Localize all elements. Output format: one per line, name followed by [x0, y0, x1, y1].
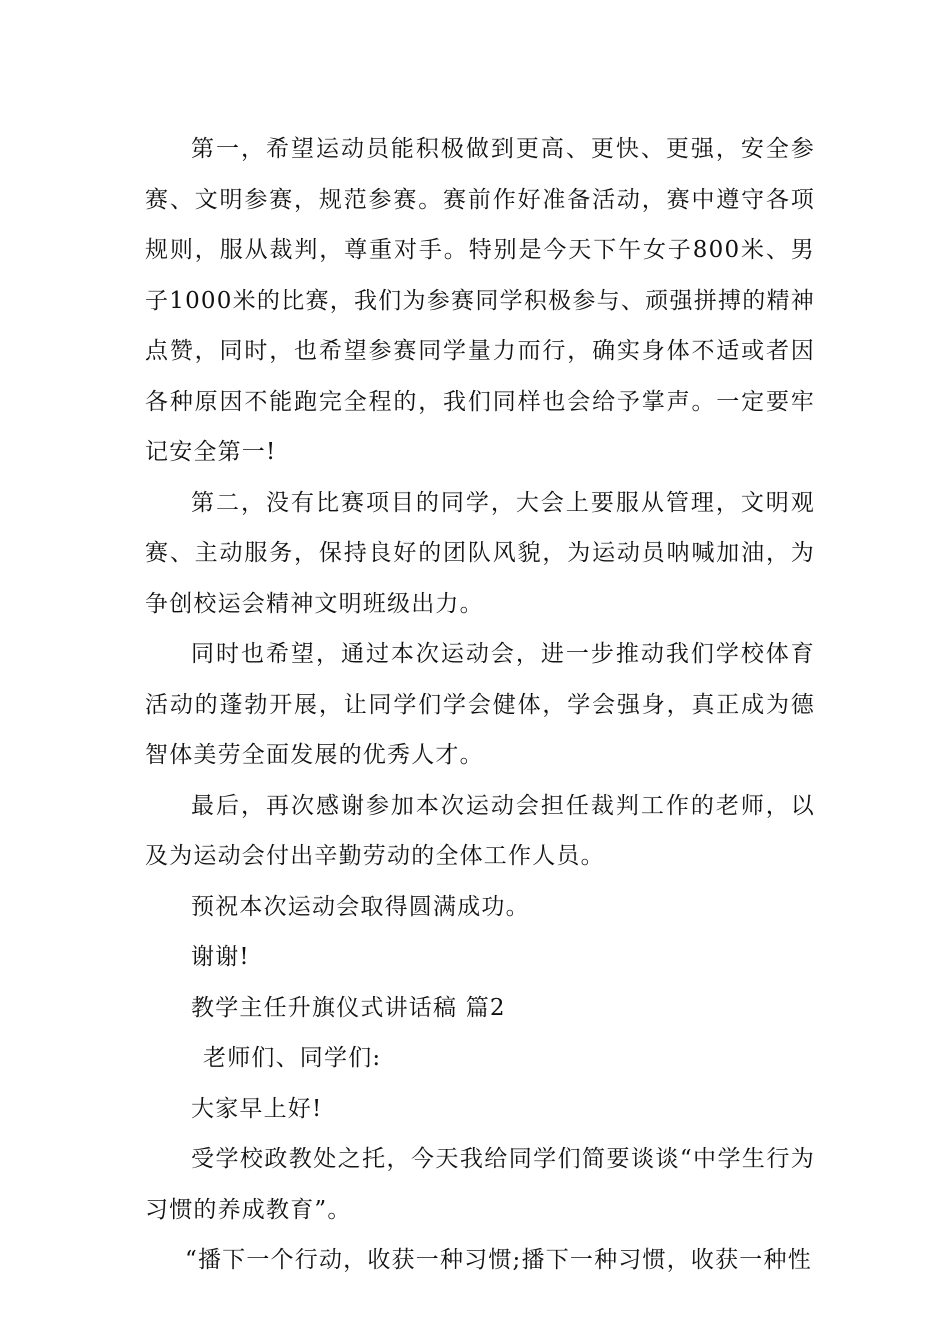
section-title: 教学主任升旗仪式讲话稿 篇2 [191, 994, 506, 1021]
paragraph-first-point: 第一，希望运动员能积极做到更高、更快、更强，安全参赛、文明参赛，规范参赛。赛前作好准备活动，赛中遵守各项规则，服从裁判，尊重对手。特别是今天下午女子800米、男子1000米的比赛，我们为参赛同学积极参与、顽强拼搏的精神点赞，同时，也希望参赛同学量力而行，确实身体不适或者因各种原因不能跑完全程的，我们同样也会给予掌声。一定要牢记安全第一! [145, 136, 815, 465]
paragraph-closing: 谢谢! [191, 944, 250, 970]
document-body [145, 124, 815, 1286]
greeting: 大家早上好! [191, 1095, 323, 1122]
salutation: 老师们、同学们: [203, 1045, 382, 1071]
paragraph-second-point: 第二，没有比赛项目的同学，大会上要服从管理，文明观赛、主动服务，保持良好的团队风貌，为运动员呐喊加油，为争创校运会精神文明班级出力。 [145, 489, 815, 617]
paragraph-wish: 预祝本次运动会取得圆满成功。 [191, 893, 530, 920]
paragraph-intro: 受学校政教处之托，今天我给同学们简要谈谈“中学生行为习惯的养成教育”。 [145, 1146, 815, 1223]
paragraph-quote: “播下一个行动，收获一种习惯;播下一种习惯，收获一种性 [185, 1247, 812, 1273]
paragraph-thanks: 最后，再次感谢参加本次运动会担任裁判工作的老师，以及为运动会付出辛勤劳动的全体工作人员。 [145, 792, 815, 869]
paragraph-hope: 同时也希望，通过本次运动会，进一步推动我们学校体育活动的蓬勃开展，让同学们学会健体，学会强身，真正成为德智体美劳全面发展的优秀人才。 [145, 641, 815, 768]
